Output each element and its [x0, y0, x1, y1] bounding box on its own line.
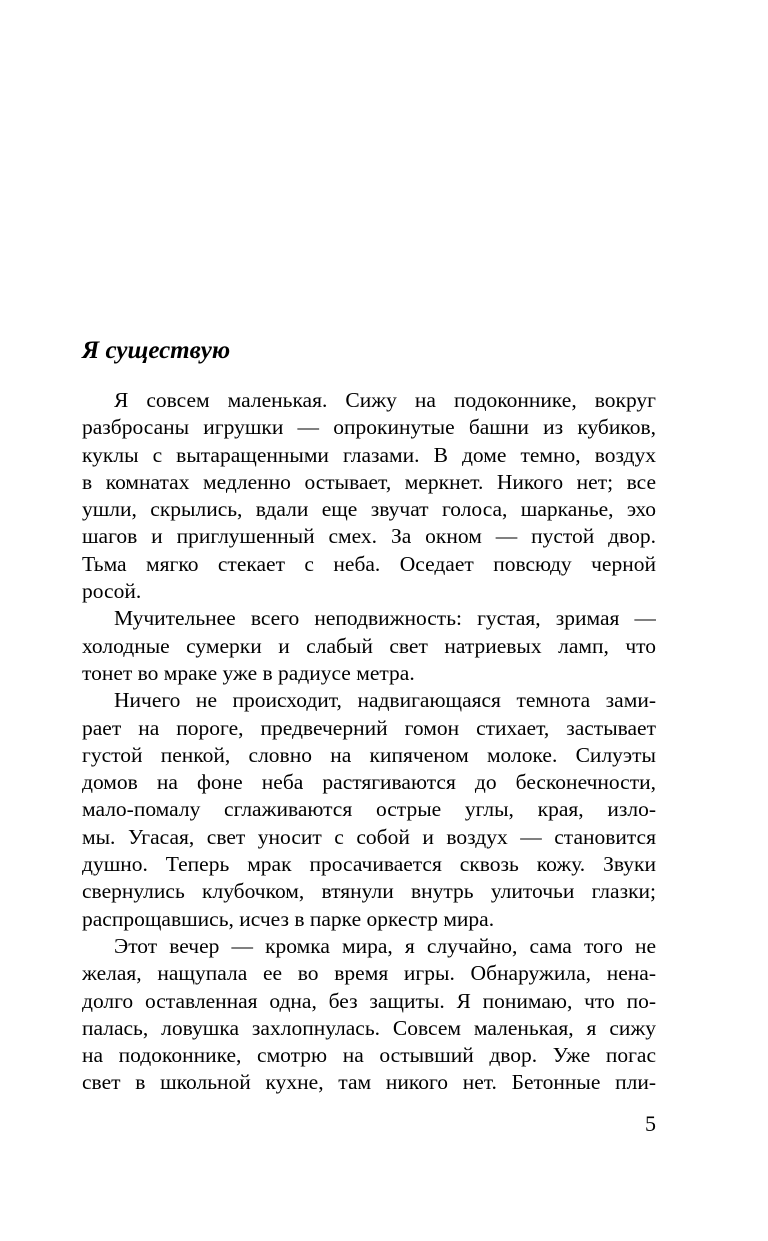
text-line: в комнатах медленно остывает, меркнет. Никого нет; все	[82, 469, 656, 494]
text-line: на подоконнике, смотрю на остывший двор. Уже погас	[82, 1043, 656, 1068]
text-line: густой пенкой, словно на кипяченом молоке. Силуэты	[82, 742, 656, 767]
text-line: ушли, скрылись, вдали еще звучат голоса, шарканье, эхо	[82, 497, 656, 522]
text-line: свернулись клубочком, втянули внутрь улиточьи глазки;	[82, 879, 656, 904]
text-line: Я совсем маленькая. Сижу на подоконнике, вокруг	[114, 388, 656, 412]
text-line: рает на пороге, предвечерний гомон стихает, застывает	[82, 715, 656, 740]
text-line: долго оставленная одна, без защиты. Я понимаю, что по-	[82, 988, 656, 1013]
text-line: Ничего не происходит, надвигающаяся темнота зами-	[114, 688, 656, 713]
text-line: куклы с вытаращенными глазами. В доме темно, воздух	[82, 442, 656, 467]
text-line: Тьма мягко стекает с неба. Оседает повсюду черной	[82, 551, 656, 576]
text-line: палась, ловушка захлопнулась. Совсем маленькая, я сижу	[82, 1015, 656, 1040]
chapter-title: Я существую	[82, 337, 231, 364]
text-line: холодные сумерки и слабый свет натриевых ламп, что	[82, 633, 656, 658]
paragraph	[82, 933, 656, 1097]
text-line: мы. Угасая, свет уносит с собой и воздух — становится	[82, 824, 656, 849]
paragraph	[82, 687, 656, 933]
text-line: мало-помалу сглаживаются острые углы, края, изло-	[82, 797, 656, 822]
text-line: домов на фоне неба растягиваются до бесконечности,	[82, 770, 656, 795]
text-line: свет в школьной кухне, там никого нет. Бетонные пли-	[82, 1070, 656, 1095]
text-line: душно. Теперь мрак просачивается сквозь кожу. Звуки	[82, 852, 656, 877]
page-number: 5	[645, 1111, 656, 1136]
text-line: Этот вечер — кромка мира, я случайно, сама того не	[114, 933, 656, 958]
text-line: распрощавшись, исчез в парке оркестр мира.	[82, 906, 495, 931]
text-line: тонет во мраке уже в радиусе метра.	[82, 660, 415, 685]
text-line: разбросаны игрушки — опрокинутые башни из кубиков,	[82, 415, 656, 440]
paragraph	[82, 605, 656, 687]
body-text	[82, 387, 656, 1097]
text-line: Мучительнее всего неподвижность: густая, зримая —	[114, 606, 656, 631]
text-line: шагов и приглушенный смех. За окном — пустой двор.	[82, 524, 656, 549]
paragraph	[82, 387, 656, 605]
text-line: желая, нащупала ее во время игры. Обнаружила, нена-	[82, 961, 656, 986]
text-line: росой.	[82, 579, 142, 604]
